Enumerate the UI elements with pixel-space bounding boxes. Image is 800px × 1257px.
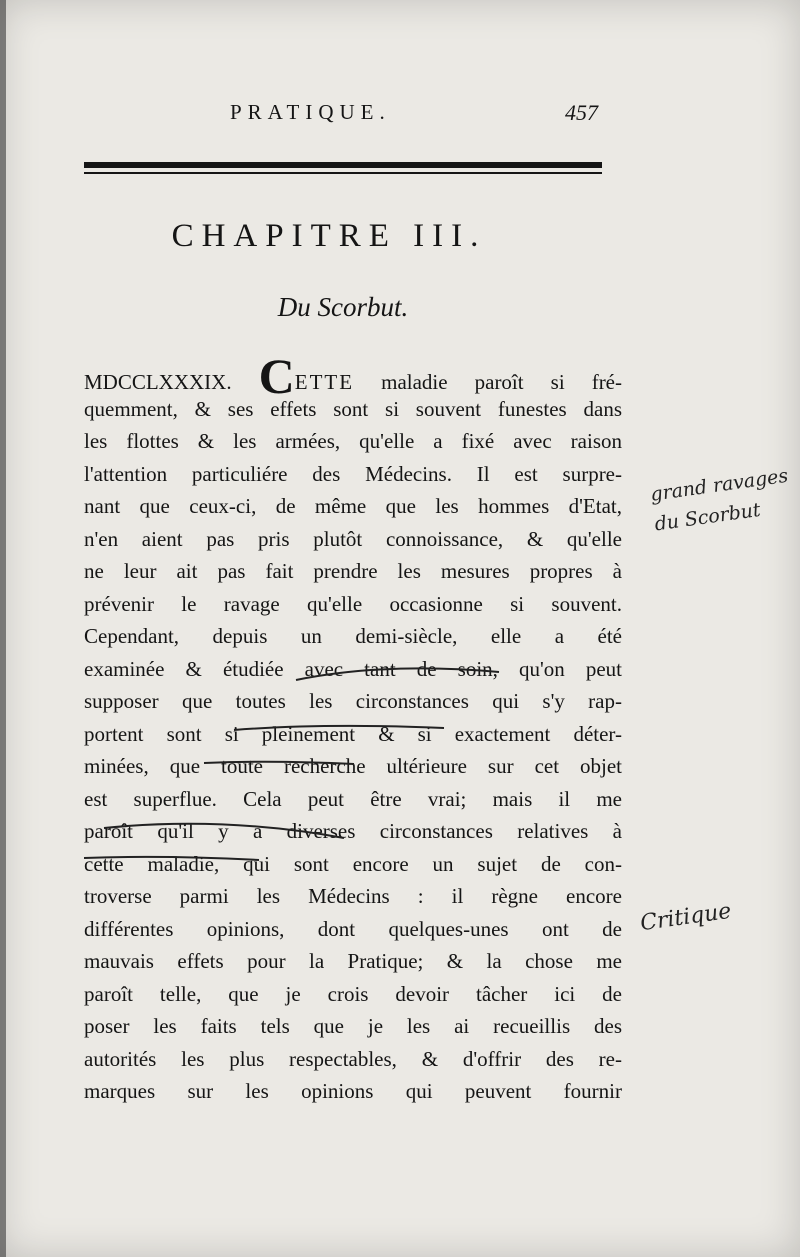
text-line: différentes opinions, dont quelques-unes ont de: [84, 916, 622, 941]
handwritten-underlines: [84, 0, 644, 1257]
chapter-title: Du Scorbut.: [277, 292, 409, 322]
margin-note-2: Critique: [638, 898, 733, 937]
text-line: paroît qu'il y a diverses circonstances relatives à: [84, 819, 622, 843]
text-line: mauvais effets pour la Pratique; & la chose me: [84, 949, 622, 973]
text-line: troverse parmi les Médecins : il règne encore: [84, 884, 622, 908]
text-line: l'attention particuliére des Médecins. Il est surpre-: [84, 461, 622, 486]
text-line: est superflue. Cela peut être vrai; mais il me: [84, 786, 622, 811]
text-line: supposer que toutes les circonstances qui s'y rap-: [84, 689, 622, 713]
text-line: marques sur les opinions qui peuvent fournir: [84, 1079, 622, 1103]
text-line: nant que ceux-ci, de même que les hommes d'Etat,: [84, 494, 622, 518]
text-line: poser les faits tels que je les ai recueillis des: [84, 1014, 622, 1038]
text-line: les flottes & les armées, qu'elle a fixé avec raison: [84, 429, 622, 453]
text-line: ne leur ait pas fait prendre les mesures propres à: [84, 559, 622, 583]
text-line: quemment, & ses effets sont si souvent funestes dans: [84, 396, 622, 421]
running-head: PRATIQUE.: [230, 100, 391, 124]
margin-note-1: grand ravages du Scorbut: [649, 464, 790, 536]
paragraph-number: MDCCLXXXIX.: [84, 370, 232, 394]
first-line-rest: maladie paroît si fré-: [381, 370, 622, 394]
text-line: cette maladie, qui sont encore un sujet de con-: [84, 851, 622, 876]
text-line: portent sont si pleinement & si exactement déter-: [84, 721, 622, 746]
chapter-heading: CHAPITRE III.: [171, 218, 487, 254]
text-line: Cependant, depuis un demi-siècle, elle a été: [84, 624, 622, 648]
page-number: 457: [565, 100, 598, 125]
page-edge-shadow: [0, 0, 6, 1257]
text-line: examinée & étudiée avec tant de soin, qu'on peut: [84, 656, 622, 681]
text-line: autorités les plus respectables, & d'offrir des re-: [84, 1046, 622, 1071]
text-line: minées, que toute recherche ultérieure sur cet objet: [84, 754, 622, 778]
text-line: paroît telle, que je crois devoir tâcher ici de: [84, 981, 622, 1006]
drop-cap: C: [258, 348, 295, 404]
text-line: prévenir le ravage qu'elle occasionne si souvent.: [84, 591, 622, 616]
text-line: n'en aient pas pris plutôt connoissance, & qu'elle: [84, 526, 622, 551]
first-word-smallcaps: ETTE: [294, 370, 355, 394]
